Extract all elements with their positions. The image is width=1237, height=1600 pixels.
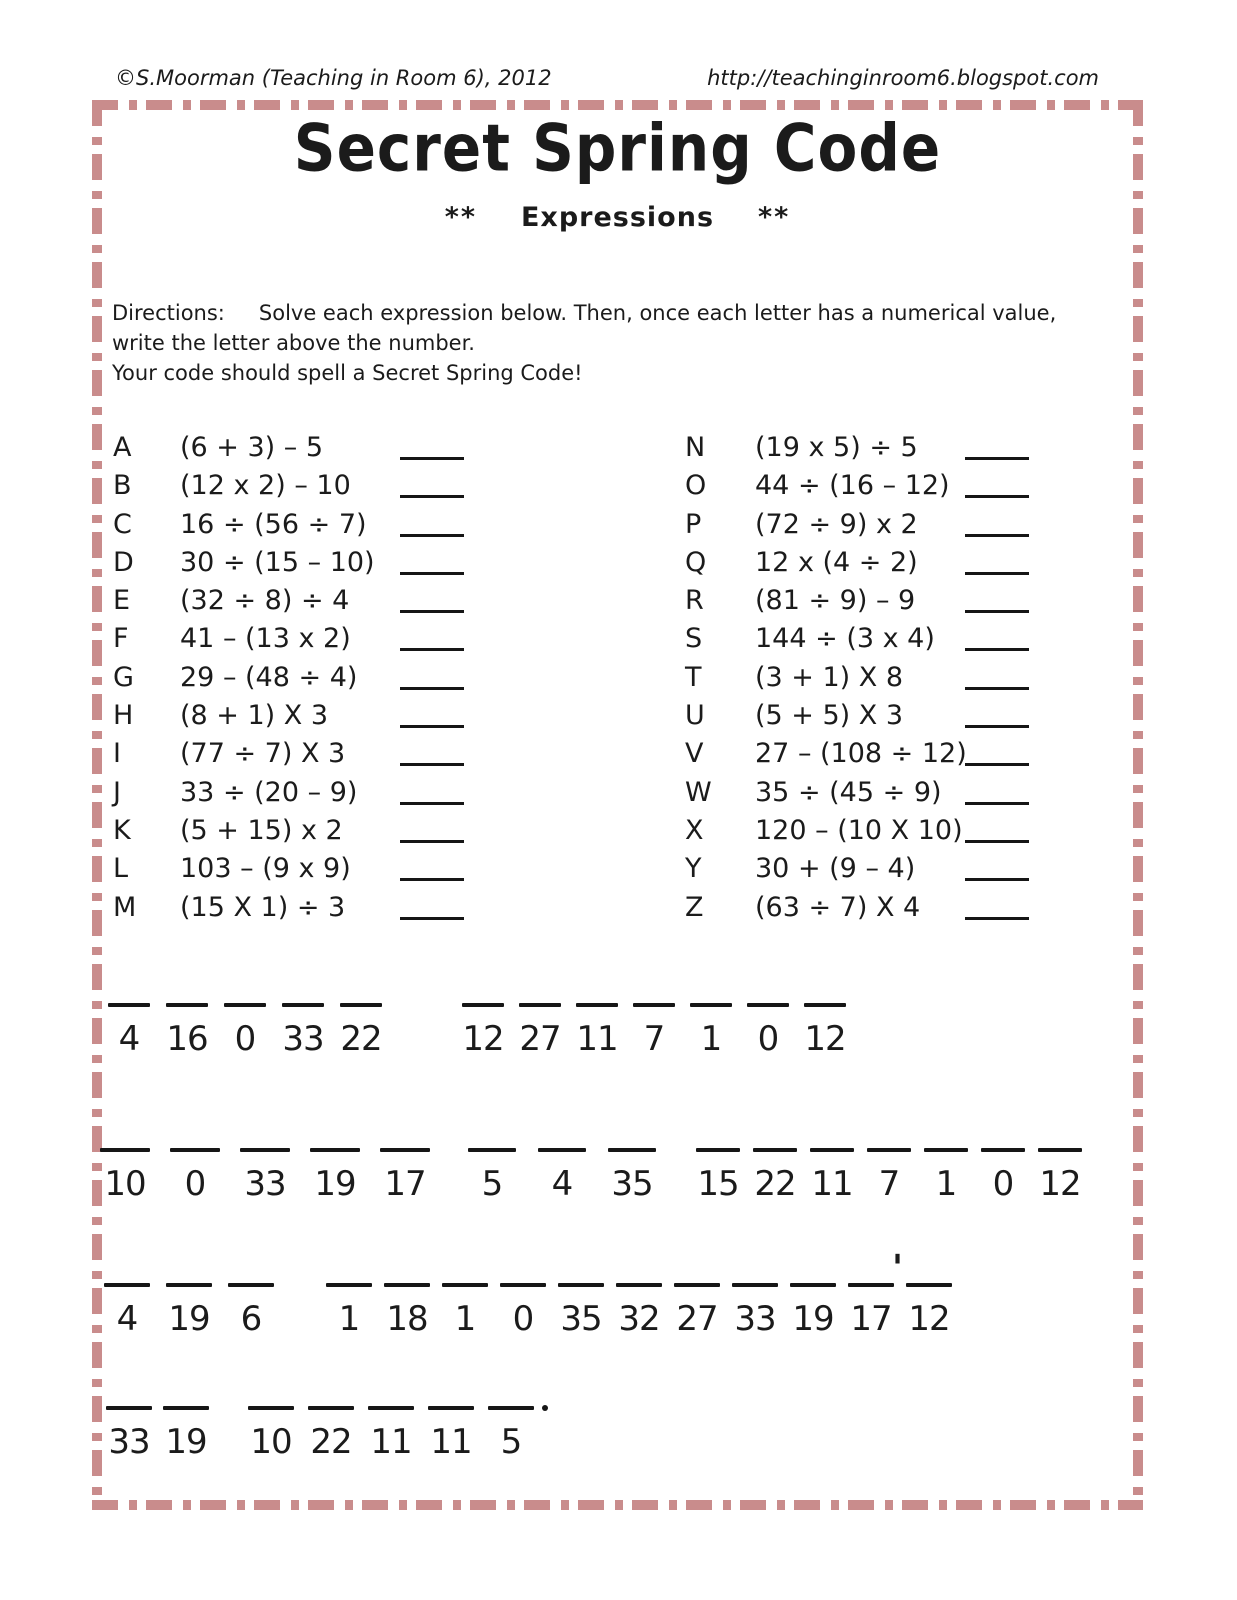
expression-letter: G xyxy=(113,661,134,693)
answer-blank-line xyxy=(558,1283,604,1287)
code-cell xyxy=(100,1148,150,1204)
code-number: 12 xyxy=(462,1019,504,1059)
expression-letter: E xyxy=(113,585,131,617)
code-number: 27 xyxy=(519,1019,561,1059)
answer-blank-line xyxy=(924,1148,968,1152)
code-row xyxy=(0,1406,1237,1481)
code-cell xyxy=(282,1003,324,1059)
code-number: 33 xyxy=(244,1164,286,1204)
answer-blank-line xyxy=(400,878,464,881)
code-cell xyxy=(867,1148,911,1204)
code-number: 33 xyxy=(108,1422,150,1462)
expression-text: 35 ÷ (45 ÷ 9) xyxy=(755,776,942,808)
expression-text: 103 – (9 x 9) xyxy=(180,853,351,885)
expression-row xyxy=(113,890,593,928)
code-cell xyxy=(576,1003,618,1059)
code-cell xyxy=(732,1283,778,1339)
code-word xyxy=(696,1148,1082,1204)
expression-text: 120 – (10 X 10) xyxy=(755,814,963,846)
answer-blank-line xyxy=(732,1283,778,1287)
code-cell xyxy=(690,1003,732,1059)
code-number: 1 xyxy=(935,1164,957,1204)
expression-letter: V xyxy=(685,738,704,770)
answer-blank-line xyxy=(608,1148,656,1152)
code-number: 6 xyxy=(240,1299,262,1339)
code-word xyxy=(248,1406,534,1462)
answer-blank-line xyxy=(965,878,1029,881)
code-word xyxy=(468,1148,656,1204)
expression-row xyxy=(685,430,1155,468)
code-number: 16 xyxy=(166,1019,208,1059)
code-cell xyxy=(340,1003,382,1059)
code-number: 10 xyxy=(250,1422,292,1462)
answer-blank-line xyxy=(108,1003,150,1007)
code-cell xyxy=(616,1283,662,1339)
code-cell xyxy=(804,1003,846,1059)
code-cell xyxy=(753,1148,797,1204)
code-row xyxy=(0,1003,1237,1078)
code-cell xyxy=(519,1003,561,1059)
answer-blank-line xyxy=(400,648,464,651)
expression-row xyxy=(685,736,1155,774)
code-cell xyxy=(104,1283,150,1339)
code-cell xyxy=(790,1283,836,1339)
code-word xyxy=(104,1283,274,1339)
code-number: 1 xyxy=(700,1019,722,1059)
expressions-column-right xyxy=(685,430,1155,928)
code-cell xyxy=(674,1283,720,1339)
code-cell xyxy=(106,1406,152,1462)
code-cell xyxy=(170,1148,220,1204)
code-cell xyxy=(368,1406,414,1462)
code-word xyxy=(106,1406,209,1462)
answer-blank-line xyxy=(400,495,464,498)
code-number: 15 xyxy=(697,1164,739,1204)
answer-blank-line xyxy=(519,1003,561,1007)
code-number: 19 xyxy=(792,1299,834,1339)
expression-row xyxy=(113,660,593,698)
answer-blank-line xyxy=(747,1003,789,1007)
expression-letter: S xyxy=(685,623,703,655)
answer-blank-line xyxy=(867,1148,911,1152)
expression-row xyxy=(685,468,1155,506)
code-number: 19 xyxy=(165,1422,207,1462)
copyright-text: ©S.Moorman (Teaching in Room 6), 2012 xyxy=(115,66,552,90)
answer-blank-line xyxy=(100,1148,150,1152)
expression-letter: L xyxy=(113,853,129,885)
expression-letter: C xyxy=(113,508,132,540)
answer-blank-line xyxy=(106,1406,152,1410)
code-cell xyxy=(747,1003,789,1059)
expression-row xyxy=(685,851,1155,889)
answer-blank-line xyxy=(240,1148,290,1152)
answer-blank-line xyxy=(166,1283,212,1287)
answer-blank-line xyxy=(633,1003,675,1007)
answer-blank-line xyxy=(170,1148,220,1152)
answer-blank-line xyxy=(981,1148,1025,1152)
answer-blank-line xyxy=(790,1283,836,1287)
expression-letter: U xyxy=(685,700,705,732)
answer-blank-line xyxy=(400,572,464,575)
answer-blank-line xyxy=(166,1003,208,1007)
code-number: 22 xyxy=(754,1164,796,1204)
code-number: 12 xyxy=(1039,1164,1081,1204)
answer-blank-line xyxy=(308,1406,354,1410)
answer-blank-line xyxy=(538,1148,586,1152)
code-cell xyxy=(228,1283,274,1339)
answer-blank-line xyxy=(965,725,1029,728)
code-cell xyxy=(240,1148,290,1204)
answer-blank-line xyxy=(488,1406,534,1410)
code-number: 4 xyxy=(116,1299,138,1339)
answer-blank-line xyxy=(965,457,1029,460)
directions-text1: Solve each expression below. Then, once each letter has a numerical value, write the letter above the number. xyxy=(112,301,1057,355)
expression-text: (19 x 5) ÷ 5 xyxy=(755,432,918,463)
expression-text: 33 ÷ (20 – 9) xyxy=(180,776,358,808)
answer-blank-line xyxy=(848,1283,894,1287)
code-cell xyxy=(384,1283,430,1339)
answer-blank-line xyxy=(428,1406,474,1410)
expression-letter: Z xyxy=(685,891,704,923)
answer-blank-line xyxy=(674,1283,720,1287)
code-cell xyxy=(462,1003,504,1059)
directions-block xyxy=(112,298,1077,388)
answer-blank-line xyxy=(1038,1148,1082,1152)
expression-row xyxy=(113,583,593,621)
code-cell xyxy=(924,1148,968,1204)
expression-text: 16 ÷ (56 ÷ 7) xyxy=(180,508,367,540)
code-cell xyxy=(468,1148,516,1204)
code-cell xyxy=(488,1406,534,1462)
answer-blank-line xyxy=(228,1283,274,1287)
code-number: 33 xyxy=(734,1299,776,1339)
expression-letter: B xyxy=(113,470,132,502)
expression-text: 12 x (4 ÷ 2) xyxy=(755,546,918,578)
answer-blank-line xyxy=(163,1406,209,1410)
expression-text: (12 x 2) – 10 xyxy=(180,470,351,502)
code-number: 19 xyxy=(314,1164,356,1204)
answer-blank-line xyxy=(384,1283,430,1287)
expression-row xyxy=(685,698,1155,736)
expression-row xyxy=(113,468,593,506)
code-cell xyxy=(308,1406,354,1462)
expression-text: 30 ÷ (15 – 10) xyxy=(180,546,375,578)
code-word xyxy=(100,1148,430,1204)
expression-letter: H xyxy=(113,700,134,732)
code-cell xyxy=(608,1148,656,1204)
answer-blank-line xyxy=(400,457,464,460)
code-cell xyxy=(108,1003,150,1059)
border-top-dashed xyxy=(92,100,1143,110)
code-number: 4 xyxy=(551,1164,573,1204)
expression-row xyxy=(113,621,593,659)
answer-blank-line xyxy=(753,1148,797,1152)
expression-row xyxy=(685,507,1155,545)
code-cell xyxy=(906,1283,952,1339)
expression-row xyxy=(113,813,593,851)
expression-row xyxy=(113,507,593,545)
expression-letter: D xyxy=(113,546,134,578)
expression-row xyxy=(685,813,1155,851)
directions-label: Directions: xyxy=(112,301,225,325)
answer-blank-line xyxy=(965,802,1029,805)
answer-blank-line xyxy=(576,1003,618,1007)
answer-blank-line xyxy=(400,725,464,728)
code-cell xyxy=(380,1148,430,1204)
code-cell xyxy=(224,1003,266,1059)
answer-blank-line xyxy=(965,534,1029,537)
code-number: 0 xyxy=(234,1019,256,1059)
expression-text: 27 – (108 ÷ 12) xyxy=(755,738,967,770)
answer-blank-line xyxy=(468,1148,516,1152)
expression-letter: P xyxy=(685,508,702,540)
code-cell xyxy=(500,1283,546,1339)
expression-letter: W xyxy=(685,776,712,808)
page-title: Secret Spring Code xyxy=(293,110,942,187)
expression-letter: I xyxy=(113,738,121,770)
answer-blank-line xyxy=(400,840,464,843)
answer-blank-line xyxy=(965,495,1029,498)
answer-blank-line xyxy=(310,1148,360,1152)
answer-blank-line xyxy=(340,1003,382,1007)
expression-text: 30 + (9 – 4) xyxy=(755,853,916,885)
code-number: 1 xyxy=(338,1299,360,1339)
code-number: 17 xyxy=(384,1164,426,1204)
expression-letter: X xyxy=(685,814,704,846)
code-number: 11 xyxy=(370,1422,412,1462)
stars-left-decoration: ** xyxy=(444,202,477,233)
expression-letter: O xyxy=(685,470,707,502)
expression-row xyxy=(685,775,1155,813)
code-number: 35 xyxy=(611,1164,653,1204)
expression-text: (32 ÷ 8) ÷ 4 xyxy=(180,585,350,617)
expression-letter: J xyxy=(113,776,121,808)
answer-blank-line xyxy=(965,648,1029,651)
expression-text: (15 X 1) ÷ 3 xyxy=(180,891,346,923)
answer-blank-line xyxy=(400,763,464,766)
answer-blank-line xyxy=(368,1406,414,1410)
expression-text: (3 + 1) X 8 xyxy=(755,661,904,693)
expression-text: 144 ÷ (3 x 4) xyxy=(755,623,935,655)
code-row xyxy=(0,1248,1237,1358)
code-number: 17 xyxy=(850,1299,892,1339)
expression-text: (72 ÷ 9) x 2 xyxy=(755,508,918,540)
expression-letter: A xyxy=(113,432,132,463)
expression-letter: N xyxy=(685,432,706,463)
answer-blank-line xyxy=(380,1148,430,1152)
expression-letter: T xyxy=(685,661,702,693)
code-number: 12 xyxy=(804,1019,846,1059)
code-cell xyxy=(538,1148,586,1204)
border-bottom-dashed xyxy=(92,1500,1143,1510)
answer-blank-line xyxy=(810,1148,854,1152)
answer-blank-line xyxy=(965,763,1029,766)
code-number: 4 xyxy=(118,1019,140,1059)
code-number: 11 xyxy=(811,1164,853,1204)
expression-text: 44 ÷ (16 – 12) xyxy=(755,470,950,502)
expression-row xyxy=(113,545,593,583)
answer-blank-line xyxy=(400,687,464,690)
code-cell xyxy=(163,1406,209,1462)
answer-blank-line xyxy=(400,610,464,613)
code-cell xyxy=(248,1406,294,1462)
answer-blank-line xyxy=(400,534,464,537)
code-cell xyxy=(166,1003,208,1059)
expression-text: (5 + 5) X 3 xyxy=(755,700,904,732)
answer-blank-line xyxy=(500,1283,546,1287)
code-number: 0 xyxy=(512,1299,534,1339)
code-number: 32 xyxy=(618,1299,660,1339)
code-cell xyxy=(1038,1148,1082,1204)
answer-blank-line xyxy=(282,1003,324,1007)
code-cell xyxy=(558,1283,604,1339)
answer-blank-line xyxy=(965,572,1029,575)
expression-row xyxy=(685,621,1155,659)
code-number: 10 xyxy=(104,1164,146,1204)
code-number: 19 xyxy=(168,1299,210,1339)
expression-row xyxy=(113,736,593,774)
answer-blank-line xyxy=(248,1406,294,1410)
code-cell xyxy=(848,1283,894,1339)
code-number: 7 xyxy=(878,1164,900,1204)
answer-blank-line xyxy=(224,1003,266,1007)
code-cell xyxy=(326,1283,372,1339)
code-cell xyxy=(981,1148,1025,1204)
expression-letter: M xyxy=(113,891,137,923)
answer-blank-line xyxy=(906,1283,952,1287)
expression-row xyxy=(685,660,1155,698)
expression-letter: R xyxy=(685,585,704,617)
answer-blank-line xyxy=(690,1003,732,1007)
code-number: 0 xyxy=(184,1164,206,1204)
code-number: 0 xyxy=(992,1164,1014,1204)
code-number: 11 xyxy=(576,1019,618,1059)
expression-row xyxy=(113,698,593,736)
expression-letter: Y xyxy=(685,853,702,885)
code-row xyxy=(0,1148,1237,1223)
answer-blank-line xyxy=(326,1283,372,1287)
expression-row xyxy=(113,430,593,468)
answer-blank-line xyxy=(965,917,1029,920)
code-number: 22 xyxy=(310,1422,352,1462)
expression-row xyxy=(685,583,1155,621)
answer-blank-line xyxy=(462,1003,504,1007)
code-number: 27 xyxy=(676,1299,718,1339)
expression-row xyxy=(685,890,1155,928)
page-subtitle xyxy=(92,202,1143,233)
expression-text: (77 ÷ 7) X 3 xyxy=(180,738,346,770)
stars-right-decoration: ** xyxy=(758,202,791,233)
subtitle-label: Expressions xyxy=(520,202,715,233)
code-number: 5 xyxy=(500,1422,522,1462)
code-cell xyxy=(633,1003,675,1059)
answer-blank-line xyxy=(400,802,464,805)
expression-letter: K xyxy=(113,814,131,846)
answer-blank-line xyxy=(965,687,1029,690)
expression-text: (5 + 15) x 2 xyxy=(180,814,343,846)
code-cell xyxy=(810,1148,854,1204)
expression-row xyxy=(113,775,593,813)
code-number: 11 xyxy=(430,1422,472,1462)
expressions-column-left xyxy=(113,430,593,928)
period-mark xyxy=(542,1405,548,1411)
code-number: 12 xyxy=(908,1299,950,1339)
answer-blank-line xyxy=(616,1283,662,1287)
expression-text: (8 + 1) X 3 xyxy=(180,700,329,732)
code-cell xyxy=(442,1283,488,1339)
code-cell xyxy=(696,1148,740,1204)
code-word xyxy=(108,1003,382,1059)
code-number: 7 xyxy=(643,1019,665,1059)
answer-blank-line xyxy=(696,1148,740,1152)
expression-text: (63 ÷ 7) X 4 xyxy=(755,891,921,923)
directions-line1 xyxy=(112,298,1077,358)
code-number: 33 xyxy=(282,1019,324,1059)
code-number: 22 xyxy=(340,1019,382,1059)
answer-blank-line xyxy=(965,840,1029,843)
expression-letter: Q xyxy=(685,546,707,578)
code-number: 1 xyxy=(454,1299,476,1339)
code-number: 18 xyxy=(386,1299,428,1339)
expression-text: 41 – (13 x 2) xyxy=(180,623,351,655)
code-cell xyxy=(310,1148,360,1204)
answer-blank-line xyxy=(965,610,1029,613)
answer-blank-line xyxy=(400,917,464,920)
code-cell xyxy=(166,1283,212,1339)
website-url-text: http://teachinginroom6.blogspot.com xyxy=(707,66,1099,90)
code-number: 35 xyxy=(560,1299,602,1339)
code-word xyxy=(326,1248,952,1339)
expression-text: 29 – (48 ÷ 4) xyxy=(180,661,358,693)
expression-row xyxy=(113,851,593,889)
expression-text: (6 + 3) – 5 xyxy=(180,432,324,463)
apostrophe-mark: ' xyxy=(892,1248,904,1289)
code-word xyxy=(462,1003,846,1059)
answer-blank-line xyxy=(104,1283,150,1287)
code-cell xyxy=(428,1406,474,1462)
directions-text2: Your code should spell a Secret Spring Code! xyxy=(112,361,583,385)
answer-blank-line xyxy=(442,1283,488,1287)
answer-blank-line xyxy=(804,1003,846,1007)
expression-letter: F xyxy=(113,623,129,655)
code-number: 0 xyxy=(757,1019,779,1059)
expression-row xyxy=(685,545,1155,583)
code-number: 5 xyxy=(481,1164,503,1204)
expression-text: (81 ÷ 9) – 9 xyxy=(755,585,916,617)
